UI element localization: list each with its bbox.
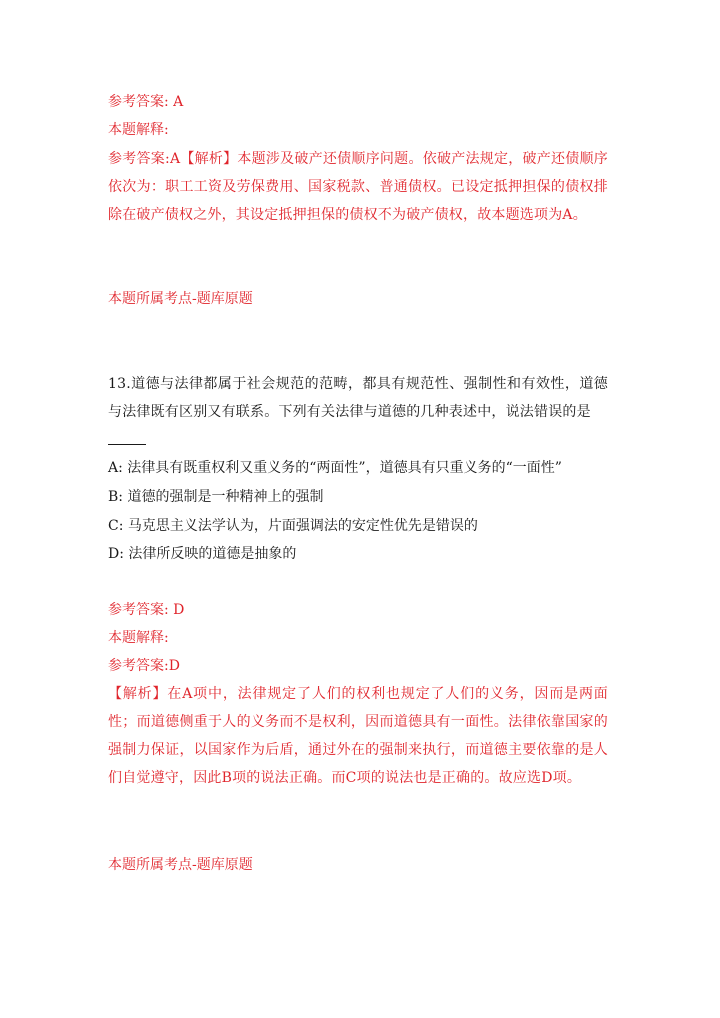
q12-source: 本题所属考点-题库原题 bbox=[108, 291, 253, 307]
q13-option-d: D: 法律所反映的道德是抽象的 bbox=[108, 546, 297, 562]
q13-option-b: B: 道德的强制是一种精神上的强制 bbox=[108, 489, 324, 505]
q13-explanation: 【解析】在A项中，法律规定了人们的权利也规定了人们的义务，因而是两面性；而道德侧重于人的义务而不是权利，因而道德具有一面性。法律依靠国家的强制力保证，以国家作为后盾，通过外在的强制来执行，而道德主要依靠的是人们自觉遵守，因此B项的说法正确。而C项的说法也是正确的。故应选D项。 bbox=[108, 686, 608, 786]
q12-answer: 参考答案: A bbox=[108, 94, 184, 110]
q13-explain-label: 本题解释: bbox=[108, 630, 169, 646]
q13-answer: 参考答案: D bbox=[108, 602, 185, 618]
q13-stem: 13.道德与法律都属于社会规范的范畴，都具有规范性、强制性和有效性，道德与法律既有区别又有联系。下列有关法律与道德的几种表述中，说法错误的是 bbox=[108, 376, 608, 420]
answer-blank bbox=[108, 444, 146, 445]
q13-source: 本题所属考点-题库原题 bbox=[108, 857, 253, 873]
q13-option-c: C: 马克思主义法学认为，片面强调法的安定性优先是错误的 bbox=[108, 518, 478, 534]
q13-explain-answer: 参考答案:D bbox=[108, 658, 180, 674]
q12-explanation: 参考答案:A【解析】本题涉及破产还债顺序问题。依破产法规定，破产还债顺序依次为：职工工资及劳保费用、国家税款、普通债权。已设定抵押担保的债权排除在破产债权之外，其设定抵押担保的债权不为破产债权，故本题选项为A。 bbox=[108, 151, 608, 223]
q12-explain-label: 本题解释: bbox=[108, 122, 169, 138]
q13-option-a: A: 法律具有既重权利又重义务的“两面性”，道德具有只重义务的“一面性” bbox=[108, 460, 562, 476]
